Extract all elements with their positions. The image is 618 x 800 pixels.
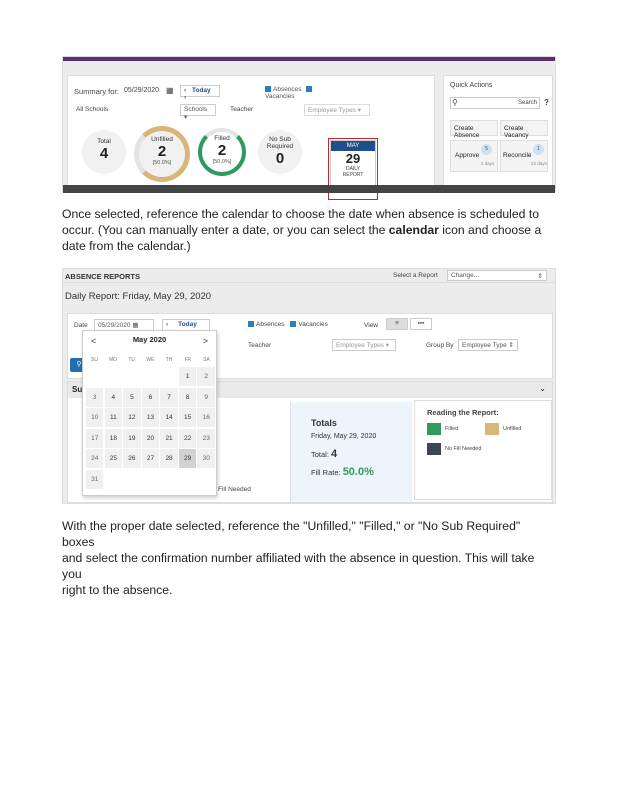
calendar-day-14[interactable]: 14 xyxy=(160,408,177,427)
calendar-day-11[interactable]: 11 xyxy=(105,408,122,427)
employee-types-select[interactable]: Employee Types ▾ xyxy=(304,104,370,116)
no-sub-value: 0 xyxy=(275,150,285,167)
approve-button[interactable] xyxy=(450,140,498,172)
summary-date[interactable]: 05/29/2020 xyxy=(124,87,160,94)
calendar-day-12[interactable]: 12 xyxy=(123,408,140,427)
paragraph1-line-a: Once selected, reference the calendar to choose the date when absence is scheduled to xyxy=(62,207,539,221)
prev-day-icon[interactable]: ‹ xyxy=(166,321,169,328)
list-view-toggle[interactable] xyxy=(386,318,408,330)
calendar-empty-cell xyxy=(86,367,103,386)
reconcile-days: 22 days xyxy=(531,161,547,166)
summary-screenshot xyxy=(62,56,556,192)
calendar-day-24[interactable]: 24 xyxy=(86,449,103,468)
daily-report-title: Daily Report: Friday, May 29, 2020 xyxy=(65,291,212,302)
calendar-week-row xyxy=(86,470,216,491)
legend-unfilled: Unfilled xyxy=(503,426,522,432)
today-button[interactable]: Today xyxy=(191,87,211,94)
today-button[interactable]: Today xyxy=(178,321,197,328)
calendar-day-6[interactable]: 6 xyxy=(142,388,159,407)
calendar-empty-cell xyxy=(105,470,122,489)
unfilled-percent: [50.0%] xyxy=(152,160,172,166)
calendar-day-1[interactable]: 1 xyxy=(179,367,196,386)
no-sub-required-box[interactable] xyxy=(258,130,302,174)
calendar-day-4[interactable]: 4 xyxy=(105,388,122,407)
day-of-week-label: SU xyxy=(90,357,98,363)
filter-checks xyxy=(262,85,336,100)
paragraph2-line-b: and select the confirmation number affiliated with the absence in question. This will take you xyxy=(62,551,535,581)
summary-heading: Su xyxy=(72,385,83,394)
create-absence-button[interactable]: Create Absence xyxy=(450,120,498,136)
totals-panel xyxy=(290,402,412,502)
reconcile-count-badge: 1 xyxy=(533,144,544,155)
calendar-week-row xyxy=(86,367,216,388)
absences-checkbox[interactable] xyxy=(265,86,271,92)
totals-total: Total: 4 xyxy=(311,448,338,460)
all-schools-field[interactable]: All Schools xyxy=(76,106,109,113)
calendar-day-18[interactable]: 18 xyxy=(105,429,122,448)
calendar-day-30[interactable]: 30 xyxy=(197,449,214,468)
paragraph1-line-c: date from the calendar.) xyxy=(62,239,191,253)
reconcile-button[interactable] xyxy=(500,140,548,172)
date-label: Date xyxy=(74,322,88,329)
calendar-day-26[interactable]: 26 xyxy=(123,449,140,468)
calendar-day-21[interactable]: 21 xyxy=(160,429,177,448)
calendar-card-day: 29 xyxy=(345,151,361,166)
calendar-empty-cell xyxy=(105,367,122,386)
schools-select[interactable]: Schools ▾ xyxy=(180,104,216,116)
summary-panel xyxy=(67,75,435,187)
reading-the-report-legend xyxy=(414,400,552,500)
calendar-card-month: MAY xyxy=(331,141,375,151)
totals-title: Totals xyxy=(311,418,337,428)
day-of-week-label: TH xyxy=(165,357,173,363)
calendar-empty-cell xyxy=(142,367,159,386)
instruction-paragraph-1 xyxy=(62,206,556,254)
calendar-day-16[interactable]: 16 xyxy=(197,408,214,427)
total-value: 4 xyxy=(99,145,109,162)
calendar-day-9[interactable]: 9 xyxy=(197,388,214,407)
total-box[interactable] xyxy=(82,130,126,174)
search-icon: ⚲ xyxy=(76,361,82,368)
filled-percent: [50.0%] xyxy=(212,159,232,165)
prev-month-icon[interactable]: < xyxy=(91,336,97,346)
day-of-week-label: WE xyxy=(146,357,155,363)
calendar-day-27[interactable]: 27 xyxy=(142,449,159,468)
calendar-day-10[interactable]: 10 xyxy=(86,408,103,427)
calendar-day-17[interactable]: 17 xyxy=(86,429,103,448)
absences-check-label: Absences xyxy=(256,321,285,328)
calendar-bold-word: calendar xyxy=(388,223,439,237)
create-vacancy-button[interactable]: Create Vacancy xyxy=(500,120,548,136)
day-of-week-label: TU xyxy=(128,357,136,363)
legend-filled: Filled xyxy=(445,426,459,432)
no-fill-swatch xyxy=(427,443,441,455)
day-of-week-label: MO xyxy=(109,357,118,363)
legend-no-fill: No Fill Needed xyxy=(445,446,482,452)
calendar-week-row xyxy=(86,429,216,450)
search-button[interactable]: Search xyxy=(518,100,538,106)
calendar-card-line1: DAILY xyxy=(345,166,361,172)
date-picker-popup xyxy=(82,330,217,496)
calendar-empty-cell xyxy=(197,470,214,489)
unfilled-swatch xyxy=(485,423,499,435)
no-sub-label: No Sub Required xyxy=(266,136,294,150)
group-by-label: Group By xyxy=(426,342,454,349)
help-icon[interactable]: ? xyxy=(544,98,549,107)
calendar-empty-cell xyxy=(160,470,177,489)
day-of-week-row xyxy=(85,357,216,363)
view-label: View xyxy=(364,322,378,329)
approve-label: Approve xyxy=(455,152,480,159)
calendar-empty-cell xyxy=(142,470,159,489)
quick-actions-panel xyxy=(443,75,553,187)
vacancies-check-label: Vacancies xyxy=(265,93,295,100)
quick-actions-title: Quick Actions xyxy=(450,82,493,89)
vacancies-checkbox[interactable] xyxy=(306,86,312,92)
dark-bottom-bar xyxy=(63,185,555,193)
day-of-week-label: SA xyxy=(203,357,210,363)
select-report-label: Select a Report xyxy=(393,272,438,279)
calendar-empty-cell xyxy=(123,367,140,386)
reconcile-label: Reconcile xyxy=(503,152,532,159)
employee-types-select[interactable]: Employee Types ▾ xyxy=(332,339,396,351)
calendar-empty-cell xyxy=(160,367,177,386)
calendar-day-13[interactable]: 13 xyxy=(142,408,159,427)
calendar-day-5[interactable]: 5 xyxy=(123,388,140,407)
filled-label: Filled xyxy=(214,135,230,142)
vacancies-check-label: Vacancies xyxy=(298,321,328,328)
calendar-day-3[interactable]: 3 xyxy=(86,388,103,407)
calendar-card-line2: REPORT xyxy=(342,172,364,178)
calendar-day-15[interactable]: 15 xyxy=(179,408,196,427)
calendar-day-29[interactable]: 29 xyxy=(179,449,196,468)
grid-view-toggle[interactable] xyxy=(410,318,432,330)
unfilled-value: 2 xyxy=(157,143,167,160)
unfilled-label: Unfilled xyxy=(151,136,173,143)
calendar-empty-cell xyxy=(179,470,196,489)
total-label: Total xyxy=(97,138,111,145)
calendar-day-23[interactable]: 23 xyxy=(197,429,214,448)
next-day-icon[interactable]: › xyxy=(184,94,187,101)
unfilled-box[interactable] xyxy=(134,126,190,182)
today-group[interactable] xyxy=(180,85,220,101)
totals-date: Friday, May 29, 2020 xyxy=(311,433,377,440)
filled-swatch xyxy=(427,423,441,435)
grid-icon: ▪▪▪ xyxy=(417,320,425,327)
calendar-day-8[interactable]: 8 xyxy=(179,388,196,407)
list-icon: ≡ xyxy=(395,320,399,327)
search-icon: ⚲ xyxy=(452,98,458,107)
filled-value: 2 xyxy=(217,142,227,159)
calendar-icon[interactable]: ▦ xyxy=(132,322,139,329)
approve-days: 2 days xyxy=(481,161,495,166)
calendar-day-grid xyxy=(86,367,216,490)
absence-reports-header xyxy=(63,269,555,283)
vacancies-checkbox[interactable] xyxy=(290,321,296,327)
date-input[interactable]: 05/29/2020 ▦ xyxy=(94,319,154,331)
chevron-down-icon[interactable]: ⌄ xyxy=(539,384,546,393)
reading-title: Reading the Report: xyxy=(427,408,499,417)
calendar-day-20[interactable]: 20 xyxy=(142,429,159,448)
paragraph2-line-c: right to the absence. xyxy=(62,583,173,597)
teacher-field[interactable]: Teacher xyxy=(248,342,272,349)
calendar-icon[interactable]: ▦ xyxy=(166,86,174,95)
calendar-day-28[interactable]: 28 xyxy=(160,449,177,468)
calendar-week-row xyxy=(86,408,216,429)
day-of-week-label: FR xyxy=(184,357,192,363)
absences-check-label: Absences xyxy=(273,86,302,93)
calendar-day-22[interactable]: 22 xyxy=(179,429,196,448)
calendar-empty-cell xyxy=(123,470,140,489)
filled-box[interactable] xyxy=(198,128,246,176)
teacher-field[interactable]: Teacher xyxy=(230,106,254,113)
instruction-paragraph-2 xyxy=(62,518,556,598)
absence-reports-title: ABSENCE REPORTS xyxy=(65,272,141,281)
summary-label: Summary for: xyxy=(74,87,120,96)
calendar-week-row xyxy=(86,449,216,470)
report-filter-checks xyxy=(248,321,328,328)
approve-count-badge: 5 xyxy=(481,144,492,155)
absences-checkbox[interactable] xyxy=(248,321,254,327)
purple-top-bar xyxy=(63,57,555,61)
group-by-select[interactable]: Employee Type ⇕ xyxy=(458,339,518,351)
calendar-day-7[interactable]: 7 xyxy=(160,388,177,407)
paragraph2-line-a: With the proper date selected, reference the "Unfilled," "Filled," or "No Sub Required" boxes xyxy=(62,519,521,549)
fill-needed-text: Fill Needed xyxy=(218,486,251,493)
calendar-week-row xyxy=(86,388,216,409)
calendar-day-19[interactable]: 19 xyxy=(123,429,140,448)
select-report-dropdown[interactable]: Change... ⇕ xyxy=(447,270,547,281)
calendar-day-2[interactable]: 2 xyxy=(197,367,214,386)
calendar-month-title: May 2020 xyxy=(132,335,167,344)
prev-day-icon[interactable]: ‹ xyxy=(184,87,187,94)
calendar-day-31[interactable]: 31 xyxy=(86,470,103,489)
fill-rate: Fill Rate: 50.0% xyxy=(311,466,374,478)
calendar-day-25[interactable]: 25 xyxy=(105,449,122,468)
next-month-icon[interactable]: > xyxy=(202,336,208,346)
paragraph1-line-b: occur. (You can manually enter a date, or you can select the calendar icon and choose a xyxy=(62,223,542,237)
